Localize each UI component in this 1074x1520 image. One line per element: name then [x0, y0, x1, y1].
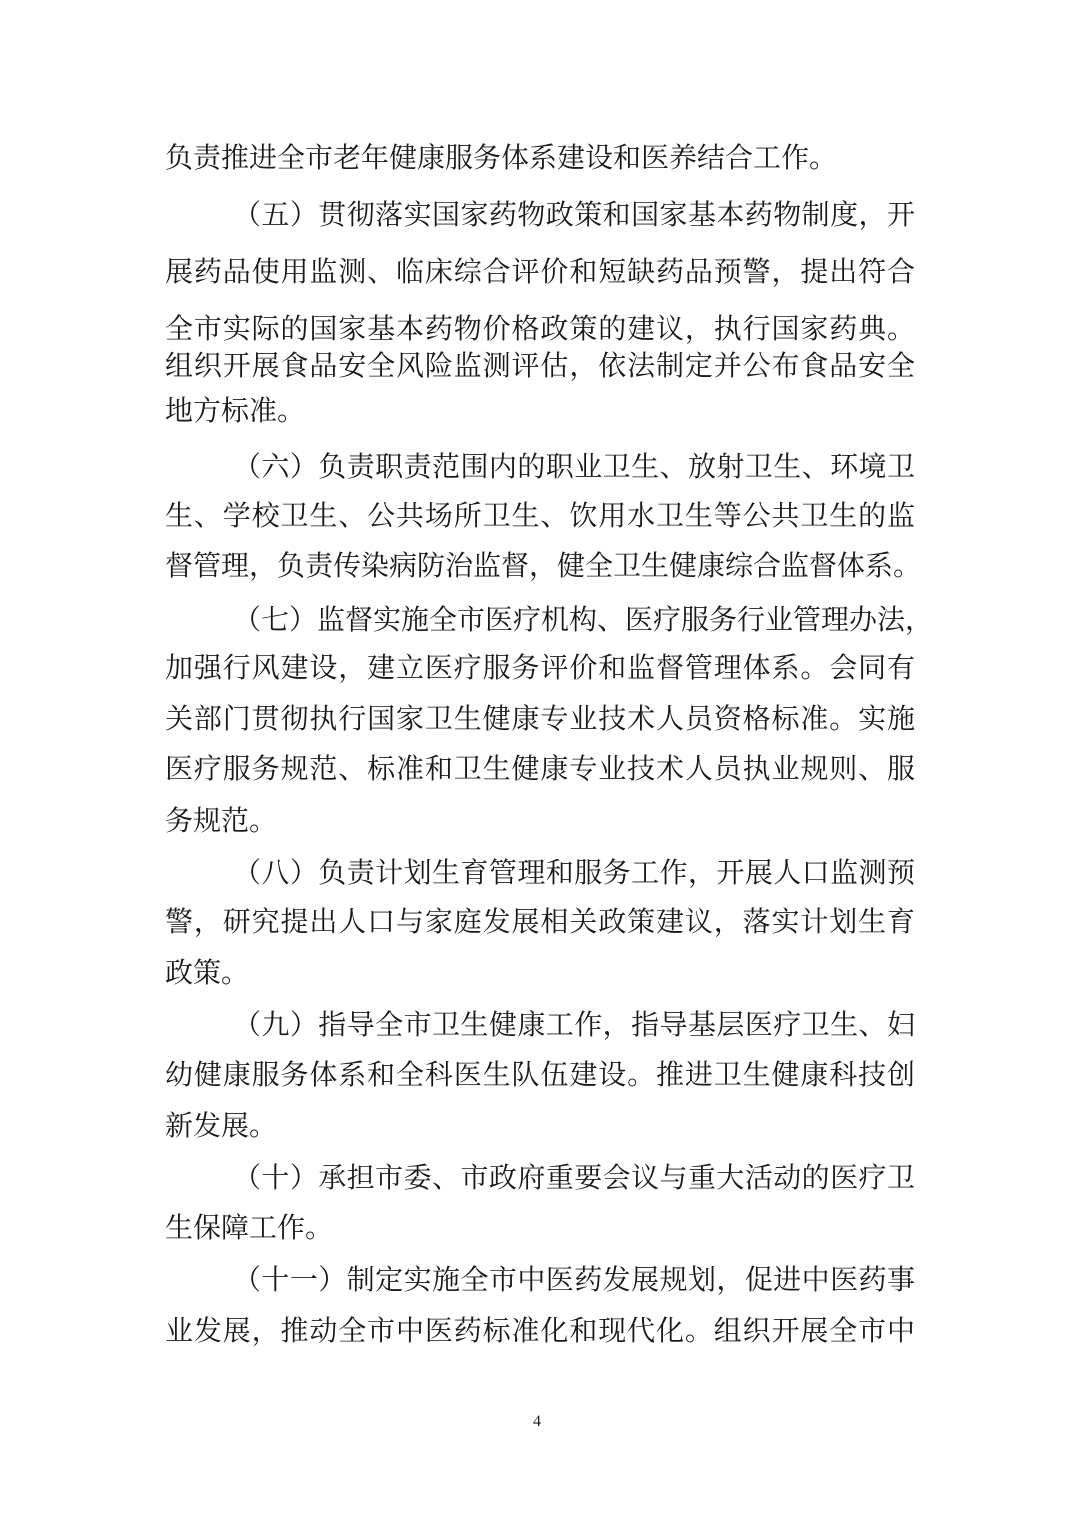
text-line: 关部门贯彻执行国家卫生健康专业技术人员资格标准。实施: [165, 702, 915, 735]
text-line: （六）负责职责范围内的职业卫生、放射卫生、环境卫: [233, 450, 915, 483]
text-line: 务规范。: [165, 804, 278, 837]
text-line: 新发展。: [165, 1109, 278, 1142]
text-line: 督管理，负责传染病防治监督，健全卫生健康综合监督体系。: [165, 549, 922, 582]
text-line: （十）承担市委、市政府重要会议与重大活动的医疗卫: [233, 1161, 915, 1194]
text-line: 生保障工作。: [165, 1211, 334, 1244]
text-line: （七）监督实施全市医疗机构、医疗服务行业管理办法，: [233, 603, 934, 636]
text-line: 加强行风建设，建立医疗服务评价和监督管理体系。会同有: [165, 651, 915, 684]
text-line: 地方标准。: [165, 394, 306, 427]
text-line: 政策。: [165, 956, 250, 989]
page-number: 4: [533, 1413, 541, 1430]
text-line: （五）贯彻落实国家药物政策和国家基本药物制度，开: [233, 198, 915, 231]
text-line: 组织开展食品安全风险监测评估，依法制定并公布食品安全: [165, 349, 915, 382]
text-line: 幼健康服务体系和全科医生队伍建设。推进卫生健康科技创: [165, 1058, 915, 1091]
text-line: （八）负责计划生育管理和服务工作，开展人口监测预: [233, 856, 915, 889]
text-line: 业发展，推动全市中医药标准化和现代化。组织开展全市中: [165, 1314, 915, 1347]
text-line: 全市实际的国家基本药物价格政策的建议，执行国家药典。: [165, 312, 915, 345]
text-line: （九）指导全市卫生健康工作，指导基层医疗卫生、妇: [233, 1008, 915, 1041]
text-line: 医疗服务规范、标准和卫生健康专业技术人员执业规则、服: [165, 752, 915, 785]
text-line: （十一）制定实施全市中医药发展规划，促进中医药事: [233, 1263, 915, 1296]
text-line: 负责推进全市老年健康服务体系建设和医养结合工作。: [165, 141, 838, 174]
text-line: 警，研究提出人口与家庭发展相关政策建议，落实计划生育: [165, 905, 915, 938]
text-line: 展药品使用监测、临床综合评价和短缺药品预警，提出符合: [165, 255, 915, 288]
text-line: 生、学校卫生、公共场所卫生、饮用水卫生等公共卫生的监: [165, 499, 915, 532]
